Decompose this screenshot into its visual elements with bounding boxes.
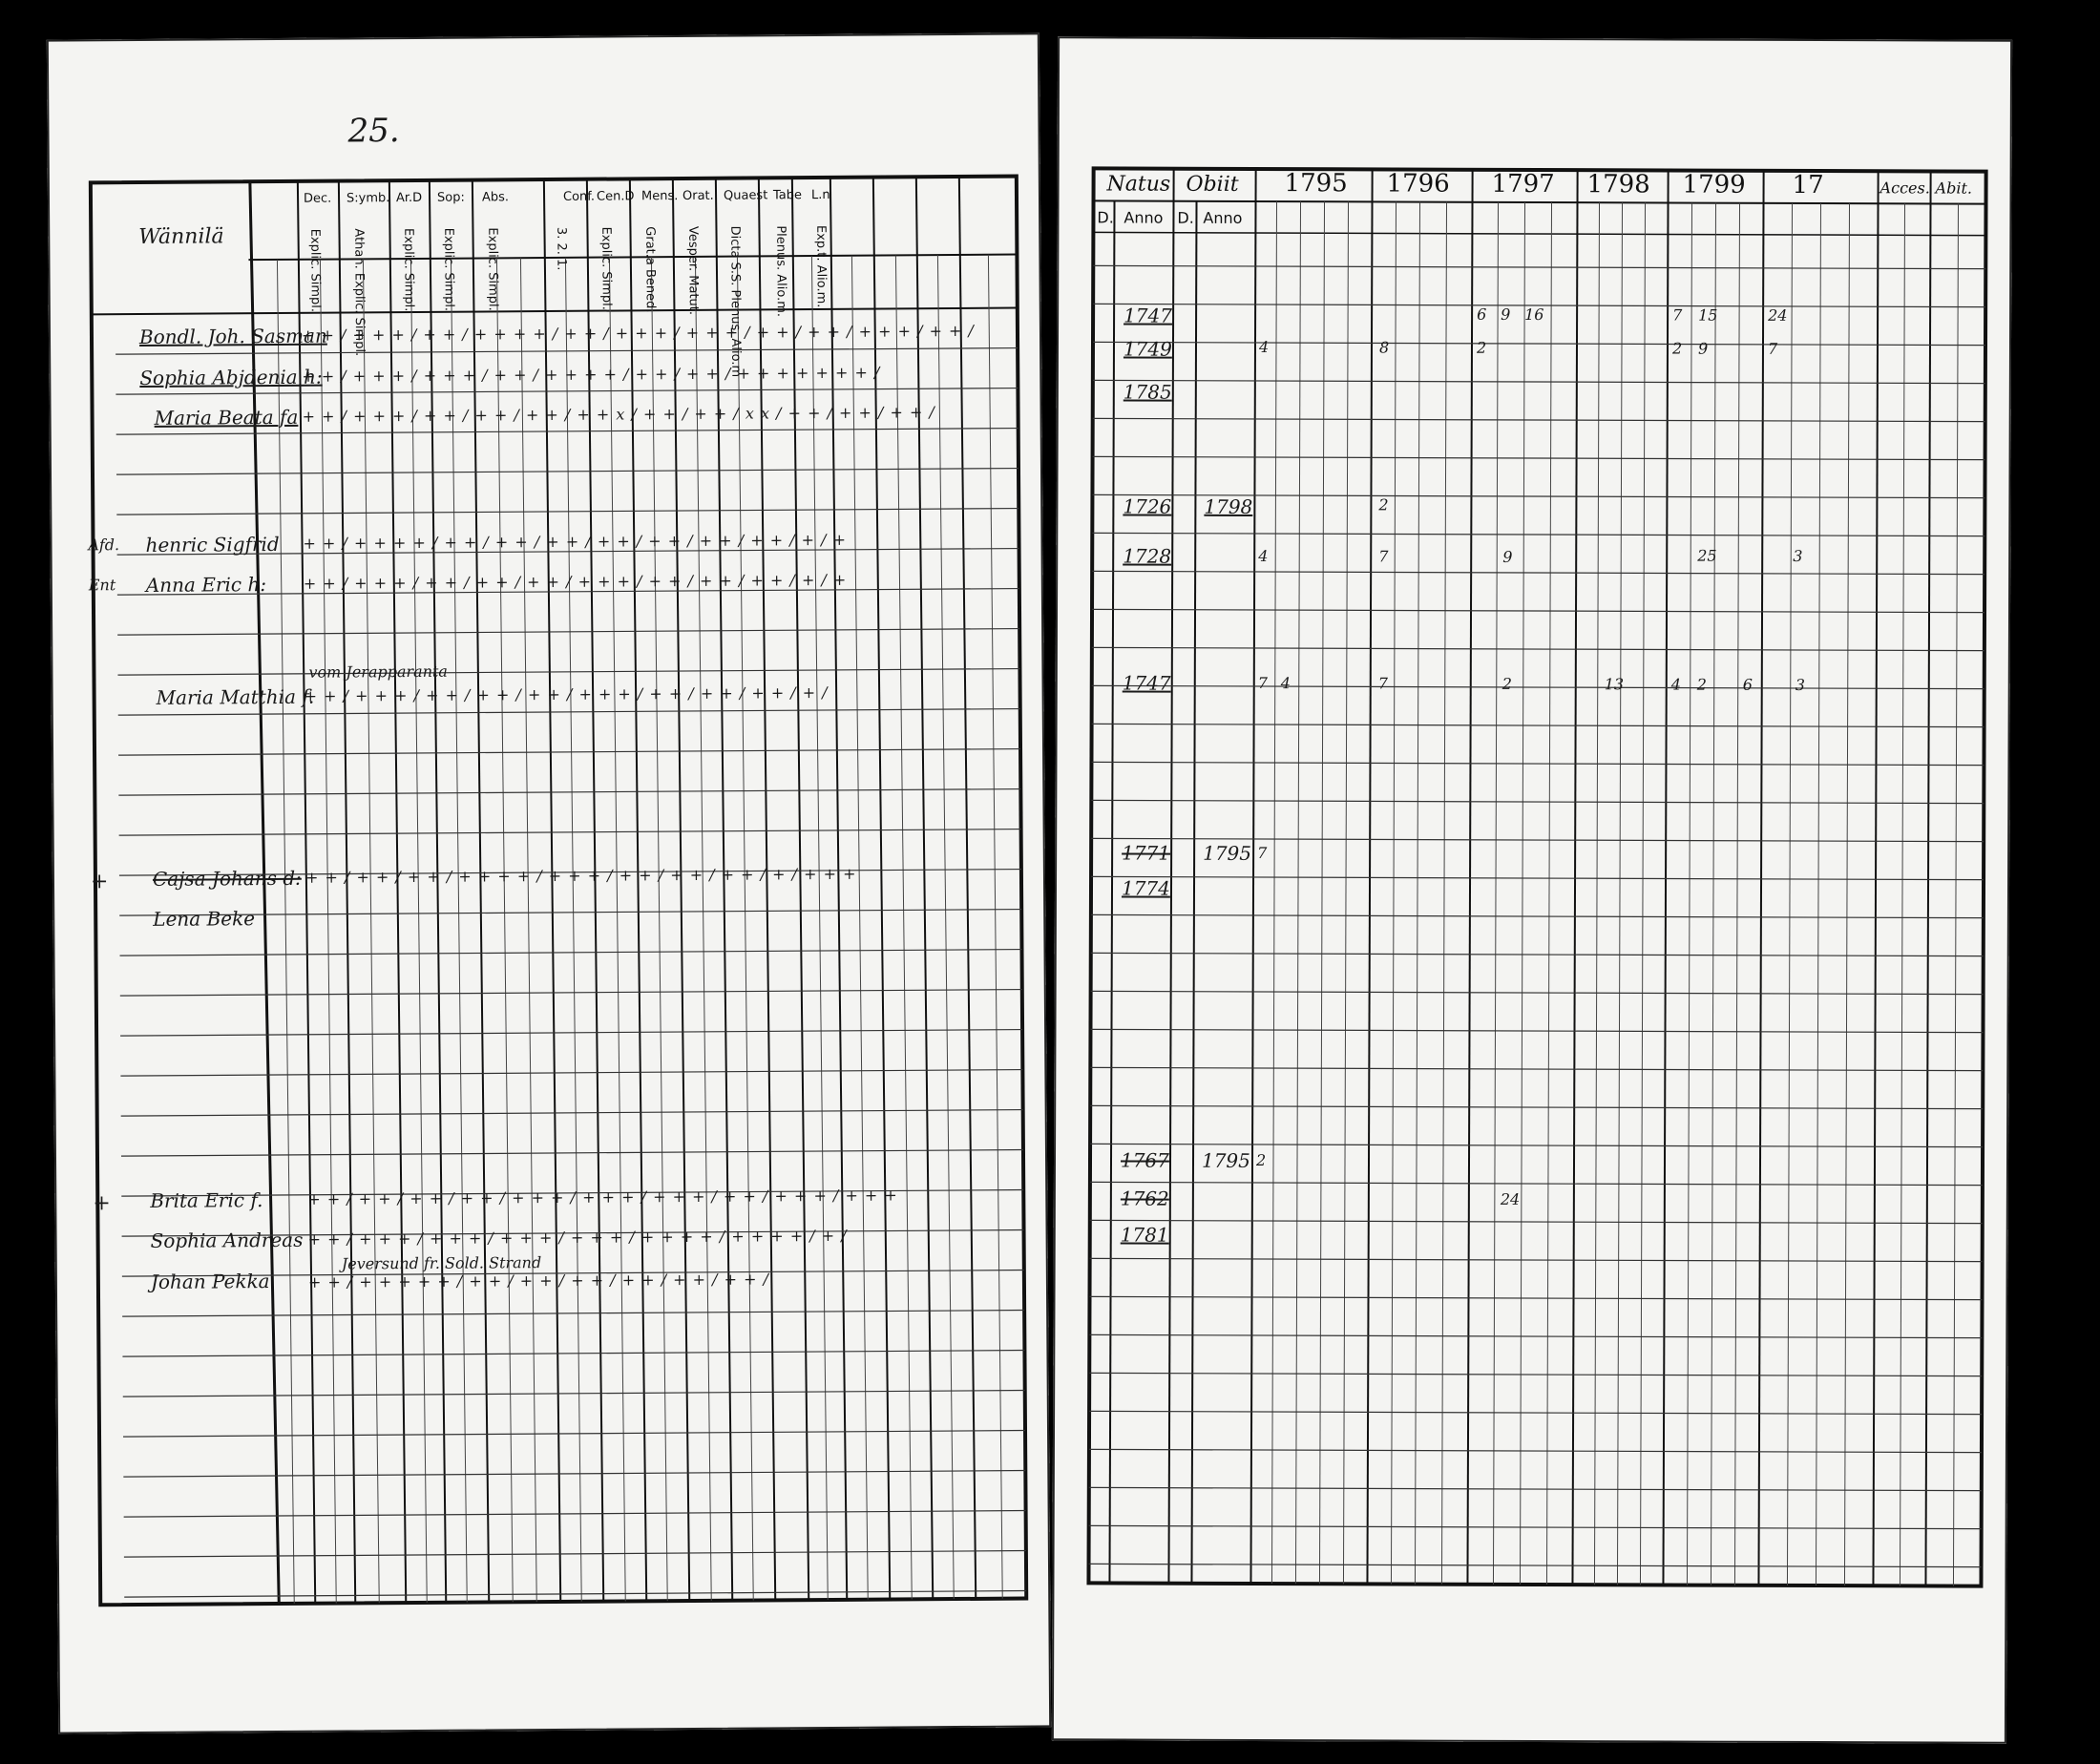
mark: 9 [1502, 547, 1513, 566]
table-row [1055, 841, 2009, 872]
ruled-line [1091, 800, 1984, 803]
ruled-line [1091, 762, 1984, 765]
ruled-line [123, 1391, 1025, 1397]
ruled-line [1090, 1067, 1983, 1070]
ruled-line [1090, 1258, 1983, 1261]
table-row [1057, 380, 2011, 411]
attendance-marks: + + / + + + / + + / + + / + + / + + + / + + / + + / + + / + / + [303, 570, 848, 593]
attendance-marks: + + / + + / + + / + + / + + + / + + + / + + + / + + / + + + / + + + [307, 1186, 898, 1208]
table-row [1054, 1186, 2008, 1218]
column-group-headers [48, 180, 1040, 225]
year-1795: 1795 [1284, 169, 1348, 199]
margin-note: + [93, 1191, 111, 1216]
ruled-line [1090, 1144, 1983, 1146]
person-name: Maria Beata fa [154, 405, 299, 430]
obiit-year: 1798 [1204, 494, 1253, 518]
accessit-header: Acces. [1880, 178, 1930, 198]
ruled-line [123, 1471, 1025, 1478]
obiit-year: 1795 [1201, 1148, 1250, 1172]
ruled-line [1093, 418, 1985, 421]
natus-year: 1781 [1120, 1223, 1169, 1247]
ruled-line [120, 990, 1022, 997]
ruled-line [117, 629, 1019, 636]
col-orat: Orat. [682, 188, 714, 204]
attendance-marks: + + / + + + / + + + / + + / + + + + / + + / + + / + + + + + + + / [302, 363, 881, 386]
col-abs: Abs. [481, 190, 510, 205]
mark: 9 [1697, 339, 1709, 358]
person-name: henric Sigfrid [145, 532, 280, 556]
ruled-line [1089, 1564, 1982, 1566]
ruled-line [1092, 647, 1984, 650]
page-number: 25. [347, 112, 400, 151]
mark: 2 [1696, 675, 1707, 694]
ruled-line [121, 1110, 1023, 1117]
ruled-line [124, 1591, 1026, 1598]
ruled-line [118, 749, 1020, 756]
table-row [1056, 671, 2010, 703]
table-row [1057, 337, 2011, 368]
sub-sop: Explic. Simpl. [441, 227, 456, 312]
handwritten-note: Jeversund fr. Sold. Strand [341, 1253, 542, 1273]
ruled-line [1093, 456, 1985, 459]
ruled-line [1092, 724, 1984, 726]
mark: 2 [1502, 674, 1512, 693]
natus-year: 1728 [1123, 544, 1172, 568]
mark: 4 [1258, 546, 1269, 566]
ruled-line [1090, 1296, 1983, 1299]
year-1798: 1798 [1586, 170, 1650, 200]
sub-orat: Vesper. Matut. [685, 225, 701, 316]
obiit-year: 1795 [1203, 841, 1252, 865]
ruled-line [116, 509, 1018, 515]
right-register-page [1052, 36, 2012, 1743]
mark: 8 [1378, 338, 1390, 357]
natus-year: 1747 [1124, 304, 1173, 327]
ruled-line [1089, 1487, 1982, 1490]
year-17: 17 [1792, 170, 1824, 200]
mark: 2 [1671, 339, 1683, 358]
sub-ar-d: Explic. Simpl. [401, 227, 416, 312]
mark: 7 [1257, 673, 1268, 693]
margin-note: Ent [88, 576, 116, 595]
abiit-header: Abit. [1935, 178, 1973, 198]
natus-year: 1767 [1120, 1148, 1169, 1172]
mark: 16 [1524, 304, 1544, 325]
margin-note: Afd. [88, 536, 120, 555]
mark: 13 [1604, 675, 1625, 694]
col-dec: Dec. [303, 191, 332, 206]
mark: 6 [1742, 675, 1753, 694]
natus-year: 1747 [1122, 671, 1171, 695]
col-tabe: Tabe [772, 188, 803, 203]
ruled-line [120, 950, 1022, 956]
ruled-line [1089, 1334, 1982, 1337]
col-mens: Mens. [640, 189, 679, 204]
table-row [1054, 1148, 2008, 1180]
ruled-line [1092, 609, 1984, 612]
obiit-header: Obiit [1186, 172, 1239, 197]
mark: 25 [1697, 546, 1717, 565]
person-name: Maria Matthia f. [156, 684, 315, 709]
ruled-line [1092, 533, 1984, 536]
natus-year: 1771 [1122, 841, 1171, 865]
person-name: Anna Eric h: [145, 573, 267, 597]
col-ar-d: Ar.D [395, 190, 423, 206]
mark: 7 [1767, 339, 1778, 358]
village-name: Wännilä [138, 224, 224, 249]
natus-header: Natus [1106, 172, 1171, 197]
mark: 4 [1670, 675, 1681, 694]
ruled-line [1089, 1449, 1982, 1452]
natus-anno-label: Anno [1124, 208, 1164, 227]
natus-year: 1726 [1123, 494, 1172, 518]
col-ln: L.n [810, 187, 830, 203]
attendance-marks: + + / + + + / + + / + + / + + / + + + / + + / + + / + + / + / [304, 682, 829, 705]
natus-day-label: D. [1097, 208, 1114, 227]
sub-mens: Grat.a Bened. [642, 226, 658, 313]
ruled-line [1091, 914, 1984, 917]
ruled-line [123, 1431, 1025, 1438]
ruled-line [122, 1351, 1024, 1357]
sub-dec: Explic. Simpl. [307, 228, 323, 313]
ruled-line [1089, 1411, 1982, 1414]
ruled-line [1091, 953, 1984, 956]
col-quaest: Quaest [723, 188, 768, 203]
ruled-line [116, 469, 1018, 475]
mark: 15 [1698, 305, 1718, 325]
attendance-marks: + + / + + + / + + / + + + + / + + / + + + / + + + / + + / + + / + + + / + + / [301, 321, 975, 345]
person-name: Lena Beke [153, 907, 256, 931]
ruled-line [1093, 265, 1985, 268]
person-name: Sophia Abjdenia h: [139, 365, 323, 389]
mark: 3 [1793, 546, 1803, 565]
natus-year: 1749 [1123, 337, 1172, 361]
person-name: Bondl. Joh. Sasman [138, 324, 327, 348]
mark: 24 [1768, 305, 1788, 325]
col-symb: S:ymb. [346, 191, 390, 206]
table-row [1054, 1223, 2008, 1254]
ruled-line [124, 1511, 1026, 1518]
natus-year: 1774 [1121, 876, 1170, 900]
mark: 6 [1477, 304, 1487, 324]
natus-year: 1785 [1123, 380, 1172, 404]
mark: 4 [1258, 337, 1270, 357]
person-name: Brita Eric f. [150, 1188, 263, 1212]
person-name: Sophia Andreas [150, 1228, 304, 1252]
person-name: Cajsa Johans d: [152, 866, 302, 891]
ruled-line [1090, 1105, 1983, 1108]
col-conf: Conf. [562, 189, 596, 204]
table-row [1057, 304, 2011, 335]
sub-tabe: Plenus. Alio.m. [773, 225, 788, 318]
year-1799: 1799 [1682, 170, 1746, 200]
attendance-marks: + + / + + + / + + / + + / + + / + + x / + + / + + / x x / + + / + + / + + / [302, 403, 935, 426]
obiit-anno-label: Anno [1203, 208, 1243, 227]
mark: 9 [1501, 304, 1511, 324]
sub-quaest: Dicta S.S. Plenus. Alio.m [727, 225, 744, 378]
ruled-line [119, 830, 1021, 836]
sub-conf: 3. 2. 1. [554, 226, 569, 271]
ruled-line [120, 1030, 1022, 1037]
sub-symb: Athan. Explic. Simpl. [351, 228, 368, 357]
sub-cen-d: Explic. Simpl. [598, 226, 614, 310]
col-sop: Sop: [436, 190, 465, 205]
mark: 7 [1257, 843, 1268, 863]
ruled-line [1091, 991, 1984, 994]
mark: 7 [1377, 674, 1388, 693]
sub-ln: Exp.t. Alio.m. [813, 224, 829, 308]
attendance-marks: + + / + + + + + / + + / + + / + + / + + / + + / + + / [307, 1270, 770, 1292]
year-1797: 1797 [1491, 169, 1555, 200]
year-1796: 1796 [1386, 169, 1450, 199]
table-row [1056, 544, 2010, 576]
attendance-marks: + + / + + + / + + + / + + + / + + + / + + + + / + + + + / + / [307, 1226, 848, 1249]
table-row [1055, 876, 2009, 908]
ruled-line [1089, 1373, 1982, 1376]
mark: 24 [1500, 1189, 1521, 1208]
col-cen-d: Cen.D [596, 189, 635, 204]
obiit-day-label: D. [1177, 208, 1194, 227]
ruled-line [117, 669, 1019, 676]
mark: 3 [1795, 675, 1805, 694]
ruled-line [121, 1150, 1023, 1157]
mark: 4 [1280, 674, 1291, 693]
natus-year: 1762 [1120, 1186, 1169, 1210]
person-name: Johan Pekka [150, 1270, 270, 1293]
ruled-line [1089, 1525, 1982, 1528]
attendance-marks: + + / + + / + + / + + + + / + + + / + + / + + / + + / + / + + + [304, 864, 857, 887]
ruled-line [124, 1551, 1026, 1558]
mark: 2 [1255, 1150, 1267, 1170]
table-row [1056, 494, 2010, 526]
ruled-line [122, 1311, 1024, 1317]
note-row [308, 662, 448, 682]
mark: 7 [1378, 547, 1389, 566]
handwritten-note: vom Jerapparanta [308, 662, 448, 682]
attendance-marks: + + / + + + + / + + / + + / + + / + + / + + / + + / + + / + / + [303, 530, 848, 553]
ruled-line [1090, 1182, 1983, 1185]
mark: 2 [1378, 495, 1389, 514]
margin-note: + [90, 870, 109, 894]
ruled-line [120, 1070, 1022, 1077]
ruled-line [118, 789, 1020, 796]
sub-abs: Explic. Simpl. [485, 227, 500, 311]
mark: 7 [1672, 305, 1683, 325]
ruled-line [1090, 1029, 1983, 1032]
mark: 2 [1476, 338, 1487, 357]
left-register-page [47, 32, 1051, 1733]
